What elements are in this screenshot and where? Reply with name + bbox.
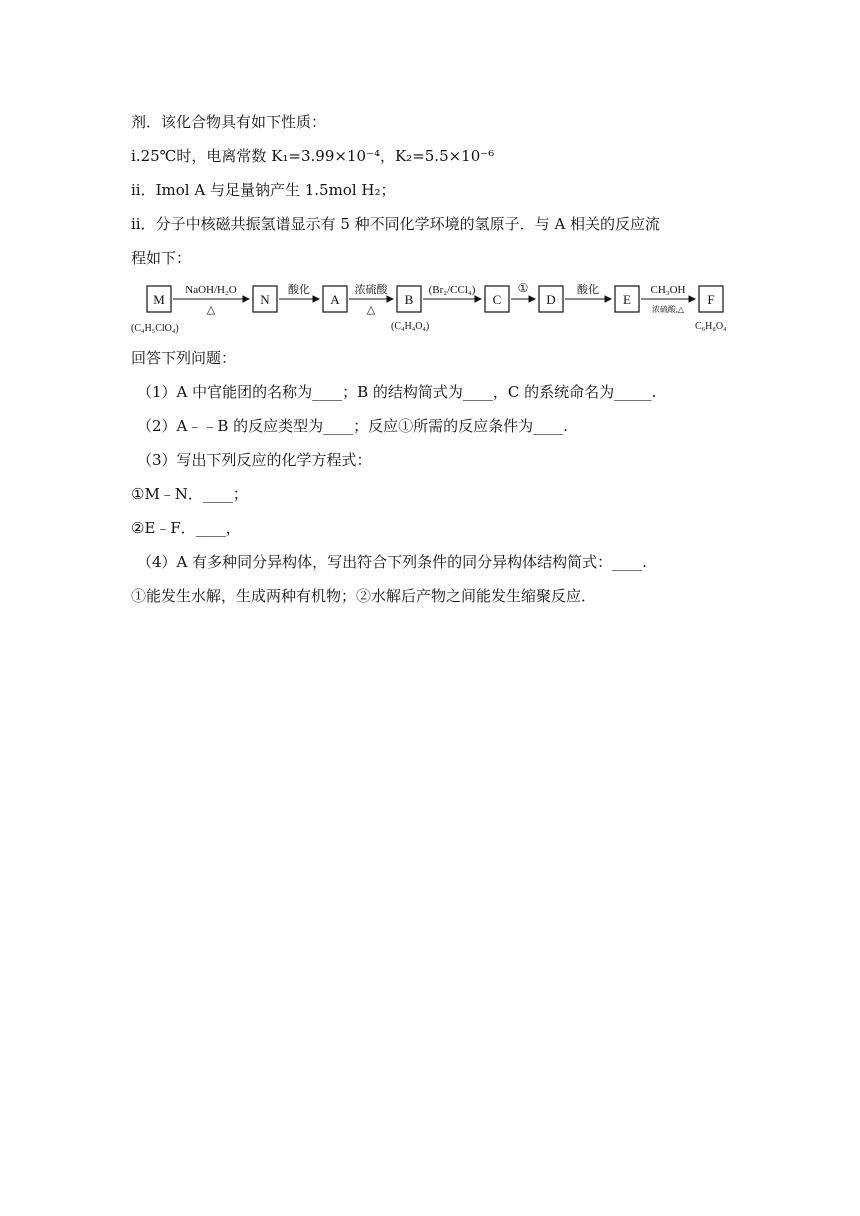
- flow-node-n: [253, 286, 277, 312]
- flow-arrow-br2: [423, 284, 481, 299]
- reaction-flow-diagram: [129, 278, 735, 336]
- flow-arrow-top-label: ①: [517, 281, 529, 295]
- flow-formula-b: (C₄H₄O₄): [391, 321, 430, 332]
- flow-node-label: M: [153, 292, 165, 307]
- flow-arrow-top-label: 酸化: [288, 284, 310, 296]
- flow-node-d: [539, 286, 563, 312]
- flow-arrow-bottom-label: △: [366, 304, 376, 316]
- flow-arrow-top-label: 浓硫酸: [354, 284, 388, 296]
- flow-node-e: [615, 286, 639, 312]
- text-line-nmr: ii．分子中核磁共振氢谱显示有 5 种不同化学环境的氢原子．与 A 相关的反应流: [131, 215, 661, 233]
- question-2: （2）A﹣﹣B 的反应类型为____；反应①所需的反应条件为____.: [137, 417, 568, 435]
- flow-node-label: F: [707, 292, 715, 307]
- text-line-ionization-constants: i.25℃时，电离常数 K₁=3.99×10⁻⁴，K₂=5.5×10⁻⁶: [131, 147, 495, 165]
- question-1: （1）A 中官能团的名称为____；B 的结构简式为____，C 的系统命名为_____.: [137, 383, 657, 401]
- flow-node-label: C: [492, 292, 502, 307]
- flow-node-c: [485, 286, 509, 312]
- flow-node-b: [397, 286, 421, 312]
- question-3: （3）写出下列反应的化学方程式：: [137, 451, 372, 469]
- flow-arrow-ch3oh: [641, 284, 695, 314]
- flow-node-a: [323, 286, 347, 312]
- flow-arrow-naoh: [173, 284, 249, 316]
- flow-arrow-bottom-label: 浓硫酸,△: [651, 305, 685, 314]
- flow-arrow-step1: [511, 281, 535, 299]
- flow-formula-f: C₆H₈O₄: [695, 321, 727, 332]
- flow-arrow-acidify: [279, 282, 319, 299]
- flow-arrow-top-label: 酸化: [577, 284, 599, 296]
- flow-node-f: [699, 286, 723, 312]
- flow-arrow-bottom-label: △: [206, 304, 216, 316]
- text-line-sodium-reaction: ii．Imol A 与足量钠产生 1.5mol H₂；: [131, 181, 396, 199]
- flow-node-label: D: [546, 292, 556, 307]
- flow-node-label: B: [404, 292, 414, 307]
- question-3-part-2: ②E﹣F．____，: [131, 519, 241, 537]
- flow-arrow-acidify-2: [565, 282, 611, 299]
- flow-formula-m: (C₄H₅ClO₄): [131, 323, 179, 334]
- flow-node-label: A: [330, 292, 340, 307]
- flow-node-label: E: [623, 292, 631, 307]
- question-3-part-1: ①M﹣N．____；: [131, 485, 248, 503]
- flow-node-label: N: [260, 292, 270, 307]
- question-4-conditions: ①能发生水解，生成两种有机物；②水解后产物之间能发生缩聚反应．: [131, 587, 597, 605]
- text-line-questions-intro: 回答下列问题：: [131, 349, 237, 367]
- text-line: 剂．该化合物具有如下性质：: [131, 113, 327, 131]
- flow-arrow-top-label: NaOH/H₂O: [185, 284, 237, 296]
- flow-arrow-top-label: CH₃OH: [650, 284, 686, 296]
- flow-node-m: [147, 286, 171, 312]
- flow-arrow-h2so4: [349, 282, 393, 316]
- flow-arrow-top-label: (Br₂/CCl₄): [428, 284, 476, 296]
- question-4: （4）A 有多种同分异构体，写出符合下列条件的同分异构体结构简式：____.: [137, 553, 647, 571]
- text-line-flow-intro: 程如下：: [131, 249, 192, 267]
